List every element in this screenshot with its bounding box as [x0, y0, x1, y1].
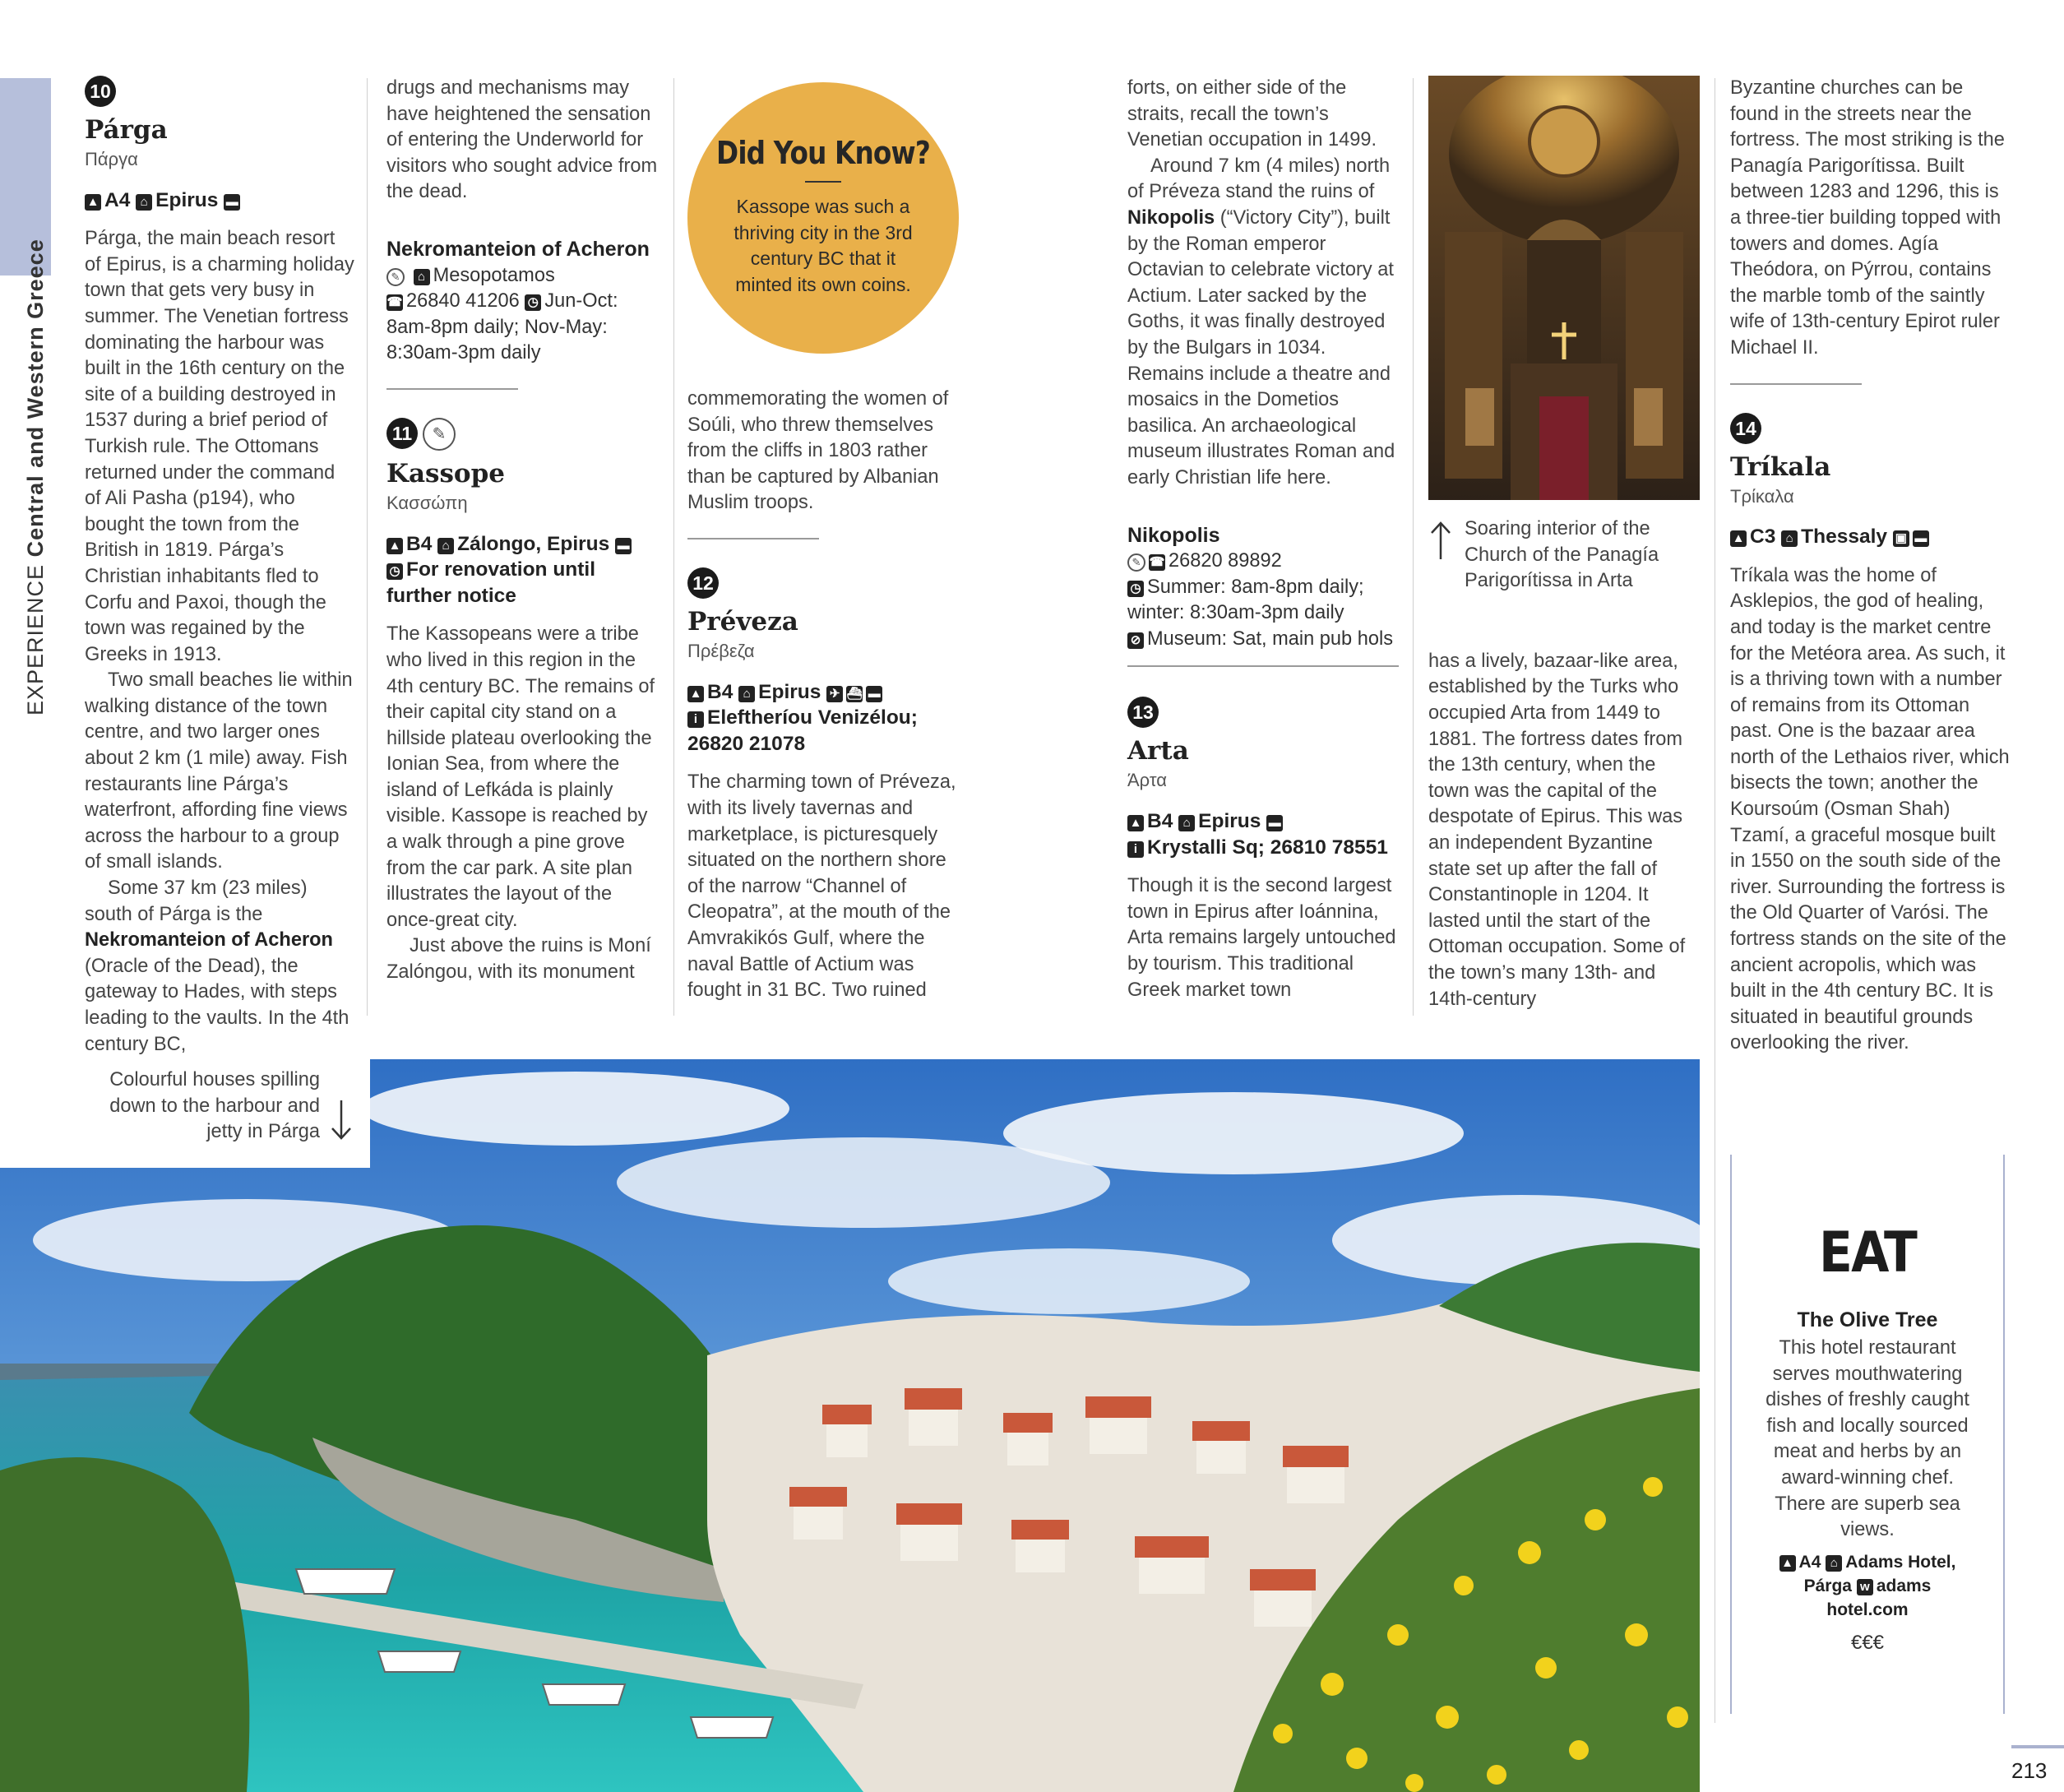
entry-greek-name: Πρέβεζα [687, 640, 755, 661]
photo-caption: Soaring interior of the Church of the Panagía Parigorítissa in Arta [1465, 518, 1659, 592]
sub-entry-meta [386, 263, 658, 367]
map-grid-ref: B4 [1147, 810, 1173, 833]
clock-icon: ◷ [386, 563, 403, 580]
map-grid-ref: A4 [1798, 1552, 1821, 1572]
paragraph: Tríkala was the home of Asklepios, the god of healing, and today is the market centre for the Metéora area. As such, it is a thriving town with a number of remains from its Ottoman past. One is the bazaar area north of the Lethaios river, which bisects the town; another the Koursoúm (Osman Shah) Tzamí, a graceful mosque built in 1550 on the south side of the river. Surrounding the fortress is the Old Quarter of Varósi. The fortress stands on the site of the ancient acropolis, which was built in the 4th century BC. It is situated in beautiful grounds overlooking the river. [1730, 564, 2010, 1054]
church-interior-photo [1428, 76, 1700, 500]
paragraph: has a lively, bazaar-like area, established by the Turks who occupied Arta from 1449 to 1881. The fortress dates from the 13th century, when the town was the capital of the despotate of Epirus. This was an independent Byzantine state set up after the fall of Constantinople in 1204. It lasted until the start of the Ottoman occupation. Some of the town’s many 13th- and 14th-century [1428, 650, 1686, 1010]
paragraph [1127, 154, 1399, 492]
column-divider [1413, 78, 1414, 1016]
section-label-prefix: EXPERIENCE [23, 563, 48, 715]
column-divider [673, 78, 674, 1016]
paragraph: Byzantine churches can be found in the streets near the fortress. The most striking is the Panagía Parigorítissa. Built between 1283 and 1296, this is a three-tier building topped with towers and domes. Agía Theódora, on Pýrrou, contains the marble tomb of the saintly wife of 13th-century Epirot ruler Michael II. [1730, 77, 2005, 359]
paragraph: Just above the ruins is Moní Zalóngou, with its monument [386, 935, 651, 984]
page-number: 213 [2011, 1745, 2064, 1784]
clock-icon: ◷ [1127, 581, 1144, 597]
entry-title: Préveza [687, 606, 798, 637]
restaurant-website: adams hotel.com [1826, 1576, 1932, 1619]
entry-number: 13 [1127, 697, 1159, 728]
train-icon: ▣ [1893, 530, 1909, 547]
preveza-column [687, 387, 959, 1004]
location: Zálongo, Epirus [457, 532, 610, 555]
info-icon: i [1127, 841, 1144, 858]
paragraph: The charming town of Préveza, with its lively tavernas and marketplace, is picturesquely situated on the northern shore of the narrow “Channel of Cleopatra”, at the mouth of the Amvrakikós Gulf, where the naval Battle of Actium was fought in 31 BC. Two ruined [687, 771, 956, 1002]
phone: 26840 41206 [406, 290, 520, 313]
ticket-icon: ✎ [423, 418, 456, 451]
closed-icon: ⊘ [1127, 632, 1144, 649]
trikala-column [1730, 76, 2010, 1057]
opening-status: For renovation until further notice [386, 558, 596, 607]
ferry-icon: ⛴ [846, 686, 863, 701]
divider [386, 388, 518, 390]
bus-icon: ▬ [1266, 815, 1283, 831]
entry-number: 12 [687, 567, 719, 599]
entry-title: Arta [1127, 736, 1189, 766]
restaurant-address: Adams Hotel, Párga [1803, 1552, 1956, 1595]
text-run: (Oracle of the Dead), the gateway to Hades, with steps leading to the vaults. In the 4th century BC, [85, 955, 349, 1055]
entry-meta [85, 188, 356, 214]
restaurant-description: This hotel restaurant serves mouthwatering dishes of freshly caught fish and locally sourced meat and herbs by an award-winning chef. There are superb sea views. [1766, 1337, 1969, 1541]
map-grid-icon: ▲ [1127, 815, 1144, 831]
map-grid-icon: ▲ [85, 194, 101, 211]
arrow-down-icon [329, 1099, 354, 1143]
map-grid-icon: ▲ [1779, 1555, 1796, 1572]
web-icon: w [1857, 1579, 1873, 1595]
text-run: Some 37 km (23 miles) south of Párga is the [85, 877, 308, 925]
arta-column [1127, 76, 1399, 1003]
restaurant-name: The Olive Tree [1797, 1308, 1938, 1331]
map-pin-icon: ⌂ [1826, 1555, 1842, 1572]
callout-rule [805, 181, 841, 183]
paragraph: Párga, the main beach resort of Epirus, is a charming holiday town that gets very busy in summer. The Venetian fortress dominating the harbour was built in the 16th century on the site of a building destroyed in 1537 during a brief period of Turkish rule. The Ottomans returned under the command of Ali Pasha (p194), who bought the town from the British in 1819. Párga’s Christian inhabitants fled to Corfu and Paxoi, though the town was regained by the Greeks in 1913. [85, 228, 354, 665]
location: Mesopotamos [433, 264, 555, 286]
arrow-up-icon [1428, 520, 1453, 561]
photo-caption-block [1428, 516, 1700, 595]
region-label: Thessaly [1801, 526, 1888, 549]
bus-icon: ▬ [866, 686, 882, 702]
phone-icon: ☎ [1149, 555, 1165, 570]
region-label: Epirus [758, 680, 821, 703]
bus-icon: ▬ [224, 194, 240, 211]
divider [1127, 665, 1399, 667]
entry-meta [386, 531, 658, 609]
section-label-name: Central and Western Greece [23, 238, 48, 558]
text-run: Around 7 km (4 miles) north of Préveza stand the ruins of [1127, 155, 1391, 203]
phone-icon: ☎ [386, 295, 403, 310]
opening-hours: Jun-Oct: 8am-8pm daily; Nov-May: 8:30am-3pm daily [386, 290, 618, 364]
kassope-column [386, 76, 658, 986]
closing-days: Museum: Sat, main pub hols [1147, 627, 1394, 650]
sub-entry-meta [1127, 549, 1399, 652]
section-label [23, 238, 49, 715]
price-rating: €€€ [1850, 1631, 1885, 1654]
map-pin-icon: ⌂ [414, 269, 430, 285]
map-grid-icon: ▲ [687, 686, 704, 702]
text-run-bold: Nekromanteion of Acheron [85, 929, 333, 952]
text-run: (“Victory City”), built by the Roman emperor Octavian to celebrate victory at Actium. Later sacked by the Goths, it was finally destroyed by the Bulgars in 1034. Remains include a theatre and mosaics in the Dometios basilica. An archaeological museum illustrates Roman and early Christian life here. [1127, 206, 1395, 489]
entry-meta [1730, 524, 2010, 550]
map-grid-ref: A4 [104, 188, 131, 211]
column-divider [367, 78, 368, 1016]
map-pin-icon: ⌂ [1178, 815, 1195, 831]
info-icon: i [687, 711, 704, 728]
paragraph: drugs and mechanisms may have heightened the sensation of entering the Underworld for visitors who sought advice from the dead. [386, 77, 658, 203]
eat-heading: EAT [1818, 1220, 1917, 1285]
entry-number: 11 [386, 418, 418, 449]
tourist-info: Eleftheríou Venizélou; 26820 21078 [687, 706, 918, 755]
tourist-info: Krystalli Sq; 26810 78551 [1147, 836, 1388, 859]
parga-section [85, 76, 356, 1058]
entry-greek-name: Άρτα [1127, 770, 1167, 791]
ticket-icon: ✎ [1127, 553, 1145, 572]
callout-text: Kassope was such a thriving city in the 3rd century BC that it minted its own coins. [734, 196, 913, 295]
map-pin-icon: ⌂ [1781, 530, 1798, 547]
map-grid-icon: ▲ [386, 538, 403, 554]
paragraph: forts, on either side of the straits, recall the town’s Venetian occupation in 1499. [1127, 77, 1377, 151]
bus-icon: ▬ [1913, 530, 1929, 547]
paragraph: commemorating the women of Soúli, who threw themselves from the cliffs in 1803 rather than be captured by Albanian Muslim troops. [687, 388, 949, 514]
entry-title: Tríkala [1730, 451, 1831, 482]
airport-icon: ✈ [826, 686, 843, 702]
map-grid-ref: C3 [1750, 526, 1776, 549]
text-run-bold: Nikopolis [1127, 206, 1215, 229]
region-label: Epirus [1198, 810, 1261, 833]
restaurant-meta [1769, 1550, 1966, 1622]
map-grid-ref: B4 [707, 680, 734, 703]
paragraph: The Kassopeans were a tribe who lived in this region in the 4th century BC. The remains of their capital city stand on a hillside plateau overlooking the Ionian Sea, from where the island of Lefkáda is plainly visible. Kassope is reached by a walk through a pine grove from the car park. A site plan illustrates the layout of the once-great city. [386, 623, 655, 931]
arta-continued-column [1428, 516, 1700, 1012]
entry-number: 14 [1730, 413, 1761, 444]
entry-title: Kassope [386, 458, 506, 489]
map-grid-ref: B4 [406, 532, 433, 555]
sub-entry-title: Nikopolis [1127, 523, 1220, 547]
region-label: Epirus [155, 188, 219, 211]
divider [687, 538, 819, 539]
did-you-know-callout [687, 82, 959, 354]
phone: 26820 89892 [1169, 550, 1282, 572]
bus-icon: ▬ [615, 538, 632, 554]
map-grid-icon: ▲ [1730, 530, 1747, 547]
entry-title: Párga [85, 115, 168, 145]
entry-number: 10 [85, 76, 116, 107]
divider [1730, 383, 1862, 385]
clock-icon: ◷ [525, 294, 541, 311]
paragraph: Two small beaches lie within walking distance of the town centre, and two larger ones about 2 km (1 mile) away. Fish restaurants line Párga’s waterfront, affording fine views across the harbour to a group of small islands. [85, 669, 353, 873]
sub-entry-title: Nekromanteion of Acheron [386, 237, 650, 261]
main-photo-caption: Colourful houses spilling down to the harbour and jetty in Párga [109, 1069, 320, 1143]
map-pin-icon: ⌂ [437, 538, 454, 554]
entry-meta [1127, 808, 1399, 860]
entry-greek-name: Τρίκαλα [1730, 485, 1794, 507]
parga-harbour-photo [0, 1059, 1700, 1792]
callout-title: Did You Know? [716, 135, 930, 171]
ticket-icon: ✎ [386, 268, 405, 286]
opening-hours: Summer: 8am-8pm daily; winter: 8:30am-3pm daily [1127, 576, 1364, 624]
eat-box [1730, 1155, 2005, 1714]
paragraph: Though it is the second largest town in Epirus after Ioánnina, Arta remains largely untouched by tourism. This traditional Greek market town [1127, 875, 1396, 1001]
map-pin-icon: ⌂ [738, 686, 755, 702]
paragraph [85, 876, 356, 1058]
entry-meta [687, 679, 959, 757]
entry-greek-name: Πάργα [85, 149, 138, 169]
entry-greek-name: Κασσώπη [386, 492, 468, 513]
map-pin-icon: ⌂ [136, 194, 152, 211]
